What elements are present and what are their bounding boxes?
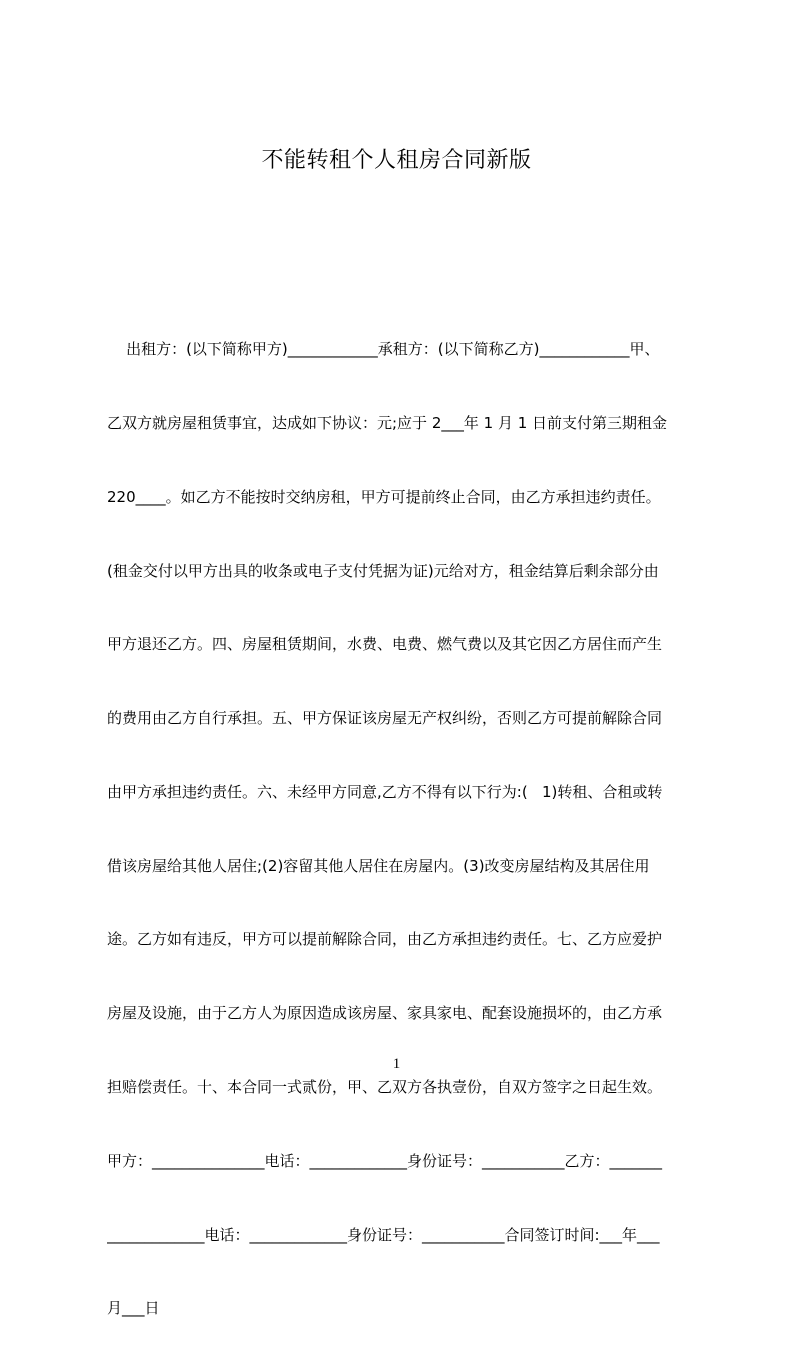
- body-line: 出租方：(以下简称甲方)____________承租方：(以下简称乙方)____________甲、: [107, 340, 660, 359]
- body-line: 担赔偿责任。十、本合同一式贰份，甲、乙双方各执壹份，自双方签字之日起生效。: [107, 1078, 663, 1096]
- contract-body: [107, 288, 698, 1370]
- body-line: 借该房屋给其他人居住;(2)容留其他人居住在房屋内。(3)改变房屋结构及其居住用: [107, 856, 650, 875]
- signature-line: _____________电话：_____________身份证号：___________合同签订时间:___年___: [107, 1225, 660, 1244]
- body-line: 途。乙方如有违反，甲方可以提前解除合同，由乙方承担违约责任。七、乙方应爱护: [107, 930, 663, 949]
- body-line: 220____。如乙方不能按时交纳房租，甲方可提前终止合同，由乙方承担违约责任。: [107, 487, 661, 506]
- document-title: 不能转租个人租房合同新版: [261, 148, 532, 173]
- body-line: 由甲方承担违约责任。六、未经甲方同意,乙方不得有以下行为:( 1)转租、合租或转: [107, 782, 663, 801]
- body-line: 甲方退还乙方。四、房屋租赁期间，水费、电费、燃气费以及其它因乙方居住而产生: [107, 635, 663, 654]
- page-number: 1: [392, 1056, 401, 1072]
- signature-line: 月___日: [107, 1299, 160, 1318]
- body-line: 房屋及设施，由于乙方人为原因造成该房屋、家具家电、配套设施损坏的，由乙方承: [107, 1004, 663, 1023]
- signature-line: 甲方：_______________电话：_____________身份证号：___________乙方：_______: [107, 1151, 663, 1170]
- body-line: 乙双方就房屋租赁事宜，达成如下协议：元;应于 2___年 1 月 1 日前支付第三期租金: [107, 413, 668, 432]
- body-line: (租金交付以甲方出具的收条或电子支付凭据为证)元给对方，租金结算后剩余部分由: [107, 561, 659, 580]
- body-line: 的费用由乙方自行承担。五、甲方保证该房屋无产权纠纷，否则乙方可提前解除合同: [107, 709, 663, 728]
